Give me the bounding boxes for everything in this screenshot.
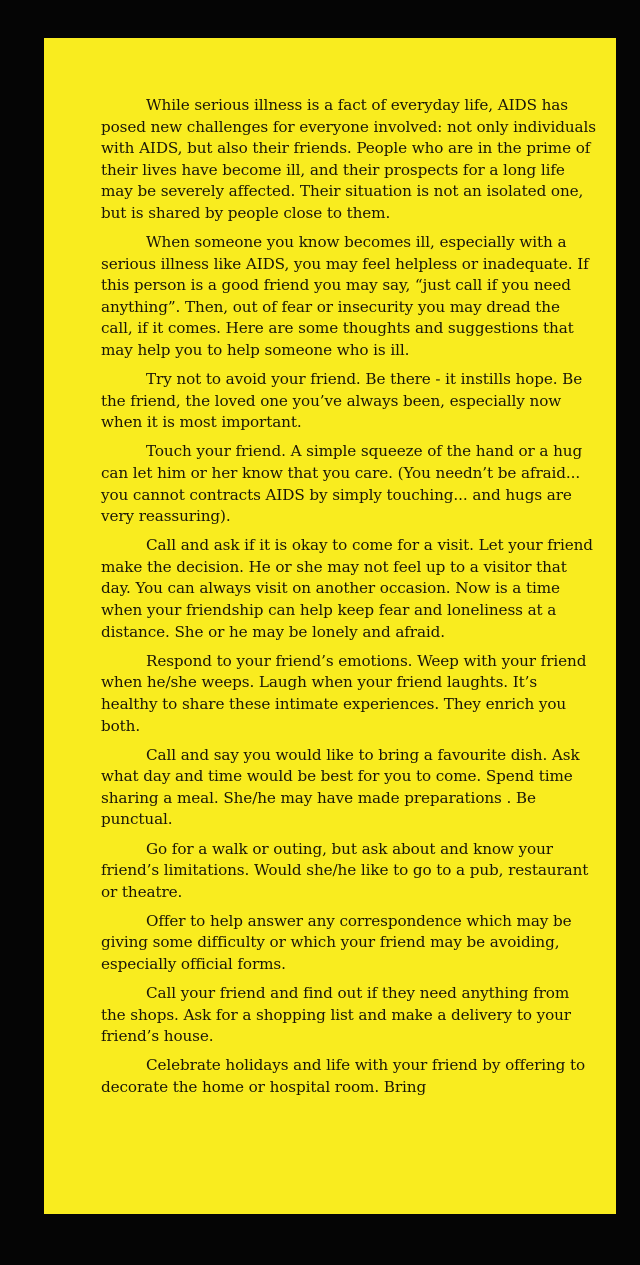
paragraph-emotions: Respond to your friend’s emotions. Weep with your friend when he/she weeps. Laugh when your friend laughts. It’s healthy to share these intimate experiences. They enrich you both. [101, 651, 587, 735]
paragraph-holidays: Celebrate holidays and life with your friend by offering to decorate the home or hospital room. Bring [101, 1056, 586, 1096]
body-text [101, 95, 596, 1099]
paragraph-correspondence: Offer to help answer any correspondence which may be giving some difficulty or which your friend may be avoiding, especially official forms. [101, 911, 572, 973]
paragraph-shopping: Call your friend and find out if they need anything from the shops. Ask for a shopping list and make a delivery to your friend’s house. [101, 984, 571, 1046]
paragraph-dish: Call and say you would like to bring a favourite dish. Ask what day and time would be best for you to come. Spend time sharing a meal. She/he may have made preparations . Be punctual. [101, 745, 580, 829]
paragraph-outing: Go for a walk or outing, but ask about and know your friend’s limitations. Would she/he like to go to a pub, restaurant or theatre. [101, 839, 589, 901]
paragraph-helpless: When someone you know becomes ill, especially with a serious illness like AIDS, you may feel helpless or inadequate. If this person is a good friend you may say, “just call if you need anything”. Then, out of fear or insecurity you may dread the call, if it comes. Here are some thoughts and suggestions that may help you to help someone who is ill. [101, 233, 589, 360]
paragraph-avoid: Try not to avoid your friend. Be there - it instills hope. Be the friend, the loved one you’ve always been, especially now when it is most important. [101, 370, 583, 432]
paragraph-intro: While serious illness is a fact of everyday life, AIDS has posed new challenges for everyone involved: not only individuals with AIDS, but also their friends. People who are in the prime of their lives have become ill, and their prospects for a long life may be severely affected. Their situation is not an isolated one, but is shared by people close to them. [101, 96, 596, 222]
leaflet-page [44, 38, 616, 1214]
paragraph-visit: Call and ask if it is okay to come for a visit. Let your friend make the decision. He or she may not feel up to a visitor that day. You can always visit on another occasion. Now is a time when your friendship can help keep fear and loneliness at a distance. She or he may be lonely and afraid. [101, 536, 593, 641]
paragraph-touch: Touch your friend. A simple squeeze of the hand or a hug can let him or her know that you care. (You needn’t be afraid... you cannot contracts AIDS by simply touching... and hugs are very reassuring). [101, 442, 583, 526]
